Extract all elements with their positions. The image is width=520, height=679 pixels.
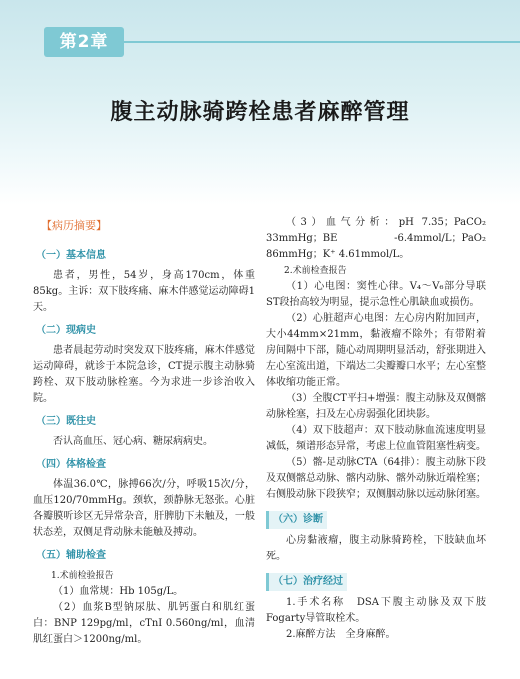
section-heading-basic: （一）基本信息 [36, 250, 106, 261]
aux-item-3: （3）血气分析：pH 7.35；PaCO₂ 33mmHg；BE -6.4mmol/L；PaO₂ 86mmHg；K⁺ 4.61mmol/L。 [266, 217, 486, 260]
check-item-2: （2）心脏超声心电图：左心房内附加回声，大小44mm×21mm，黏液瘤不除外；有带附着房间隔中下部，随心动周期明显活动，舒张期进入左心室流出道，下端达二尖瓣瓣口水平；左心室整体收缩功能正常。 [266, 313, 486, 388]
section-heading-history: （二）现病史 [36, 325, 96, 336]
check-item-5: （5）髂-足动脉CTA（64排）：腹主动脉下段及双侧髂总动脉、髂内动脉、髂外动脉近端栓塞；右侧股动脉下段狭窄；双侧胭动脉以远动脉闭塞。 [266, 457, 486, 500]
check-item-3: （3）全腹CT平扫+增强：腹主动脉及双侧髂动脉栓塞，扫及左心房弱强化团块影。 [266, 393, 486, 420]
left-column [33, 215, 255, 648]
summary-label: 【病历摘要】 [41, 219, 107, 232]
treatment-item-1: 1.手术名称 DSA下腹主动脉及双下肢Fogarty导管取栓术。 [266, 597, 486, 624]
treatment-item-2: 2.麻醉方法 全身麻醉。 [286, 629, 396, 640]
section-heading-treatment: （七）治疗经过 [266, 573, 347, 591]
pre-check-label: 2.术前检查报告 [284, 266, 347, 276]
check-item-1: （1）心电图：窦性心律。V₄～V₆部分导联ST段抬高较为明显，提示急性心肌缺血或损伤。 [266, 281, 486, 308]
chapter-tab: 第2章 [44, 27, 124, 57]
pre-test-label: 1.术前检验报告 [51, 571, 114, 581]
diagnosis-text: 心房黏液瘤，腹主动脉骑跨栓，下肢缺血坏死。 [266, 535, 486, 562]
aux-item-2: （2）血浆B型钠尿肽、肌钙蛋白和肌红蛋白：BNP 129pg/ml，cTnI 0.560ng/ml，血清肌红蛋白＞1200ng/ml。 [33, 602, 255, 645]
section-heading-aux: （五）辅助检查 [36, 550, 106, 561]
past-history-text: 否认高血压、冠心病、糖尿病病史。 [53, 436, 213, 447]
exam-text: 体温36.0℃，脉搏66次/分，呼吸15次/分，血压120/70mmHg。颈软，颈静脉无怒张。心脏各瓣膜听诊区无异常杂音，肝脾肋下未触及，一般状态差，双侧足背动脉未能触及搏动。 [33, 479, 255, 538]
section-heading-diagnosis: （六）诊断 [266, 511, 327, 529]
chapter-rule [124, 41, 520, 43]
check-item-4: （4）双下肢超声：双下肢动脉血流速度明显减低，频谱形态异常，考虑上位血管阻塞性病变。 [266, 425, 486, 452]
history-text: 患者晨起劳动时突发双下肢疼痛，麻木伴感觉运动障碍，就诊于本院急诊，CT提示腹主动脉骑跨栓、双下肢动脉栓塞。今为求进一步诊治收入院。 [33, 345, 255, 404]
section-heading-exam: （四）体格检查 [36, 459, 106, 470]
section-heading-past: （三）既往史 [36, 416, 96, 427]
basic-info-text: 患者，男性，54岁，身高170cm，体重85kg。主诉：双下肢疼痛、麻木伴感觉运动障碍1天。 [33, 270, 255, 313]
aux-item-1: （1）血常规：Hb 105g/L。 [53, 586, 184, 597]
chapter-title: 腹主动脉骑跨栓患者麻醉管理 [110, 100, 410, 125]
right-column [266, 215, 486, 643]
